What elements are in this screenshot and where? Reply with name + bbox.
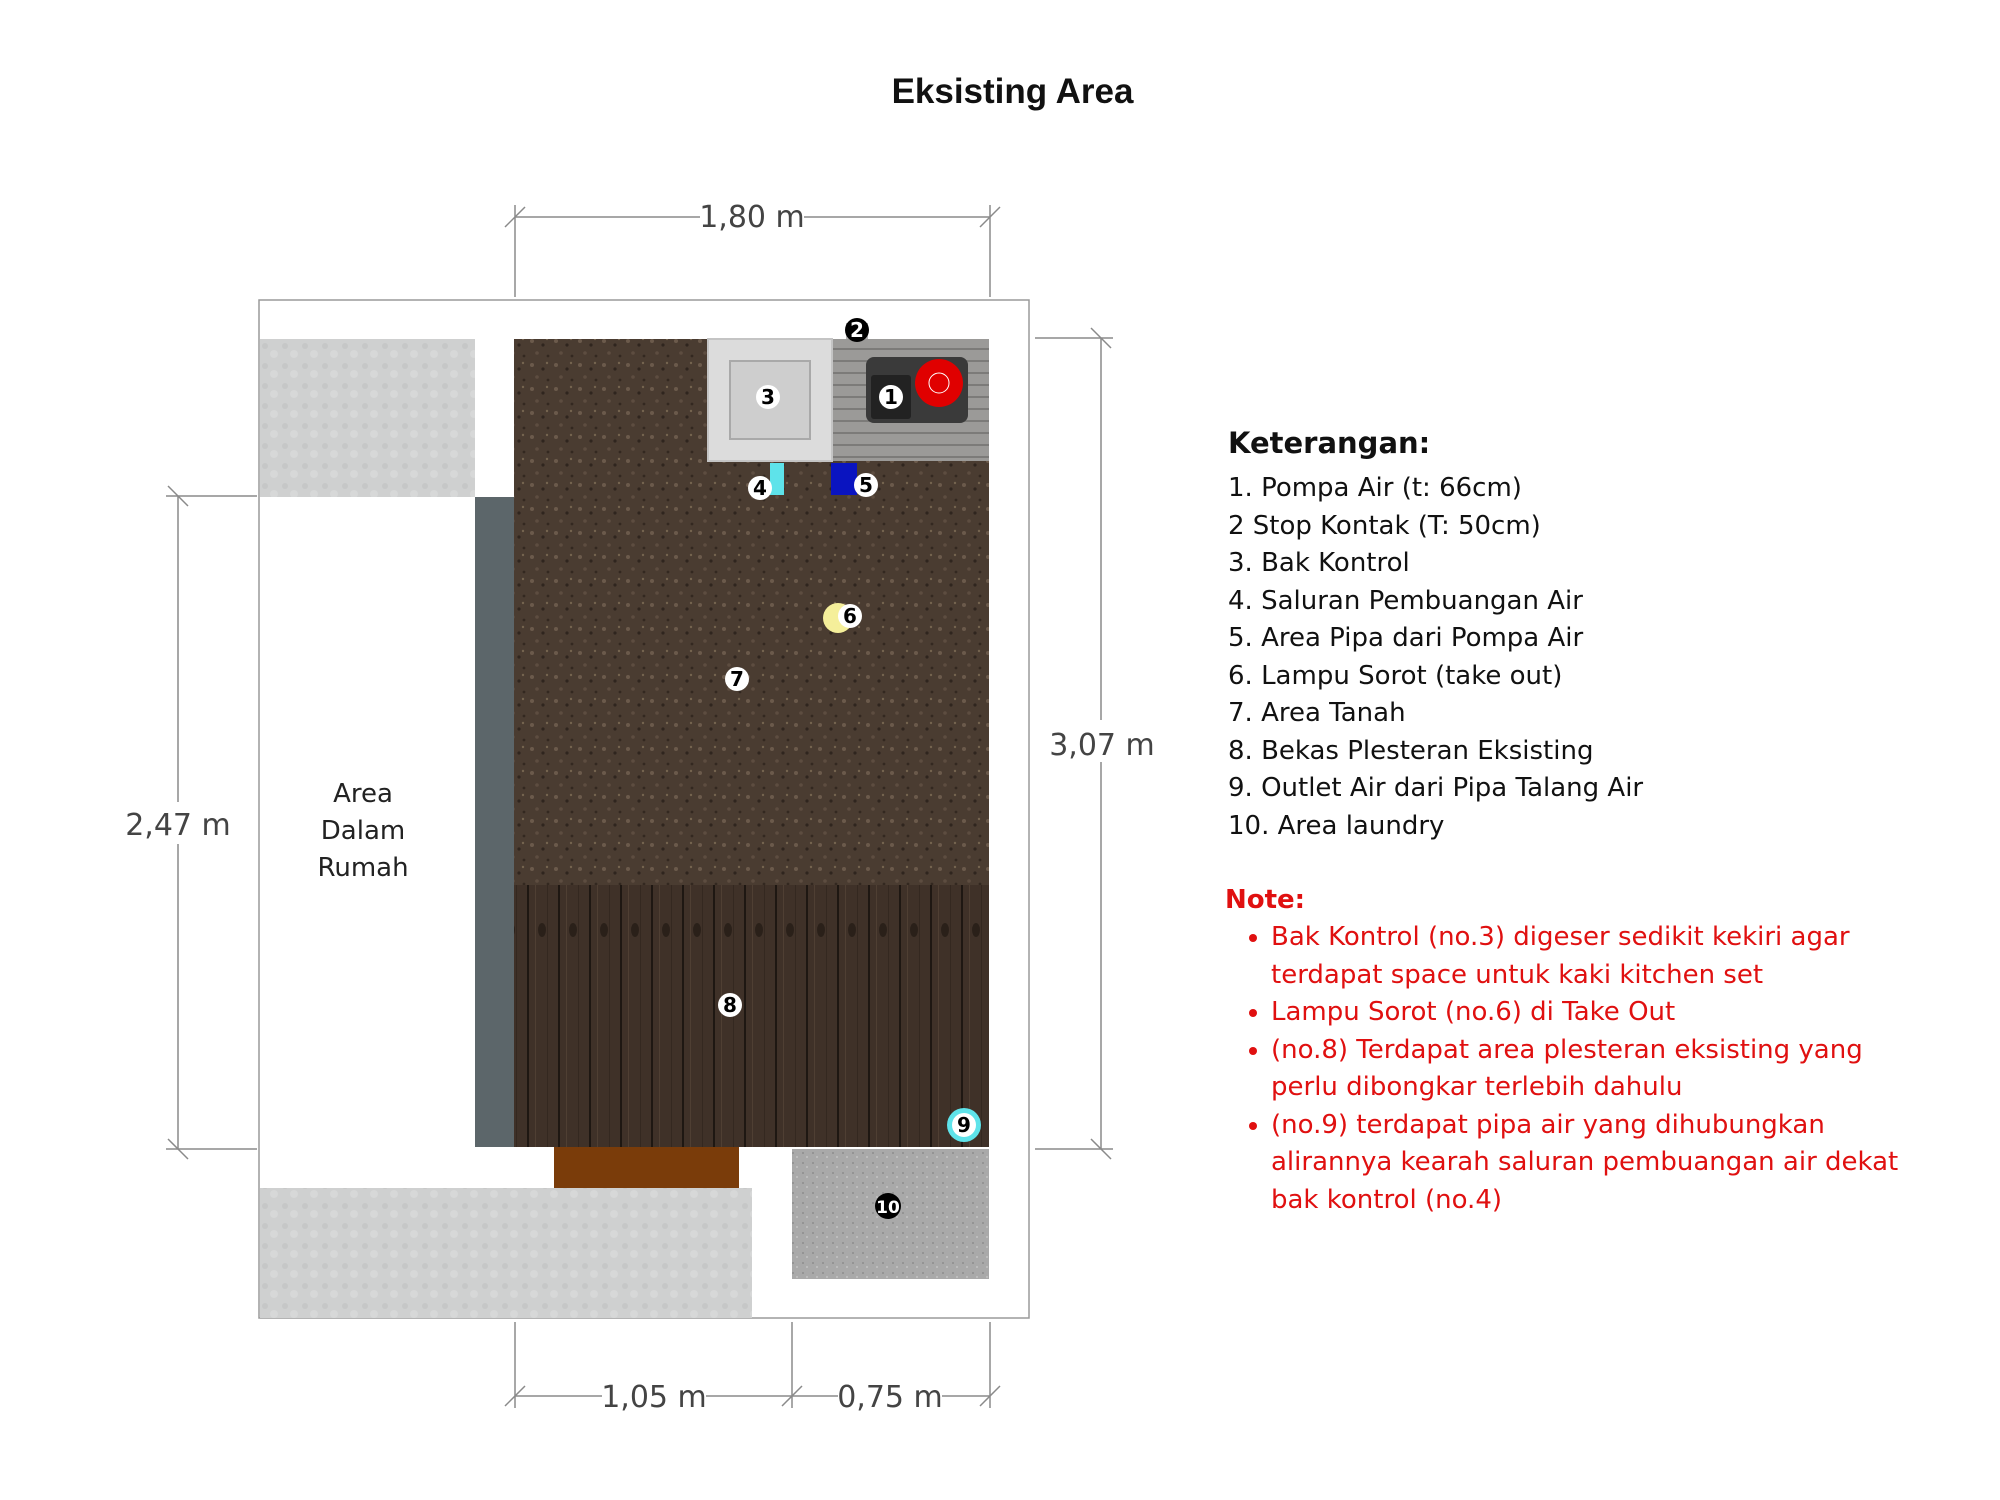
legend-title: Keterangan: [1228, 426, 1431, 460]
legend-item-9: 9. Outlet Air dari Pipa Talang Air [1228, 773, 1644, 803]
marker-3-label: 3 [761, 385, 775, 409]
marker-10-label: 10 [876, 1198, 900, 1218]
pump-head [915, 359, 963, 407]
diagram-title: Eksisting Area [891, 72, 1134, 111]
legend [1228, 426, 1948, 845]
legend-item-8: 8. Bekas Plesteran Eksisting [1228, 735, 1594, 766]
note-box [1225, 885, 1905, 1219]
pump-pipe-area [831, 463, 857, 495]
area-label-line-2: Dalam [320, 816, 406, 846]
marker-2 [845, 318, 869, 342]
note-list [1225, 919, 1905, 1219]
marker-10 [875, 1193, 901, 1219]
marker-8-label: 8 [723, 993, 737, 1017]
marker-8 [718, 993, 742, 1017]
concrete-bottom-left [260, 1188, 752, 1318]
legend-item-4: 4. Saluran Pembuangan Air [1228, 585, 1583, 616]
marker-4-label: 4 [753, 476, 767, 500]
legend-item-10: 10. Area laundry [1228, 810, 1445, 841]
wall-strip [475, 497, 514, 1147]
legend-item-1: 1. Pompa Air (t: 66cm) [1228, 473, 1522, 503]
concrete-top-left [260, 339, 475, 497]
marker-9-label: 9 [957, 1113, 971, 1137]
marker-7 [725, 667, 749, 691]
legend-item-3: 3. Bak Kontrol [1228, 548, 1410, 578]
note-title: Note: [1225, 885, 1306, 915]
dim-left-height: 2,47 m [125, 808, 231, 843]
marker-1 [879, 385, 903, 409]
marker-2-label: 2 [850, 318, 864, 342]
marker-1-label: 1 [884, 385, 898, 409]
legend-list [1228, 470, 1948, 845]
old-plaster-area [514, 885, 989, 1147]
marker-5 [854, 473, 878, 497]
legend-item-7: 7. Area Tanah [1228, 698, 1406, 728]
area-label-line-1: Area [333, 779, 393, 809]
marker-4 [748, 476, 772, 500]
dim-right-height: 3,07 m [1049, 728, 1155, 763]
note-item-2: • Lampu Sorot (no.6) di Take Out [1271, 994, 1905, 1032]
drain-channel [770, 463, 784, 495]
dim-bottom-left: 1,05 m [601, 1380, 707, 1415]
area-label-line-3: Rumah [317, 853, 409, 883]
note-item-3: • (no.8) Terdapat area plesteran eksisting yang perlu dibongkar terlebih dahulu [1271, 1032, 1905, 1107]
marker-5-label: 5 [859, 473, 873, 497]
marker-3 [756, 385, 780, 409]
marker-7-label: 7 [730, 667, 744, 691]
legend-item-5: 5. Area Pipa dari Pompa Air [1228, 623, 1584, 653]
legend-item-6: 6. Lampu Sorot (take out) [1228, 660, 1563, 691]
dim-top-width: 1,80 m [699, 200, 805, 235]
dim-bottom-right: 0,75 m [837, 1380, 943, 1415]
legend-item-2: 2 Stop Kontak (T: 50cm) [1228, 510, 1541, 541]
marker-6 [838, 604, 862, 628]
door [554, 1147, 739, 1188]
note-item-1: • Bak Kontrol (no.3) digeser sedikit kekiri agar terdapat space untuk kaki kitchen set [1271, 919, 1905, 994]
marker-6-label: 6 [843, 604, 857, 628]
marker-9 [947, 1108, 981, 1142]
note-item-4: • (no.9) terdapat pipa air yang dihubungkan alirannya kearah saluran pembuangan air dekat bak kontrol (no.4) [1271, 1107, 1905, 1220]
